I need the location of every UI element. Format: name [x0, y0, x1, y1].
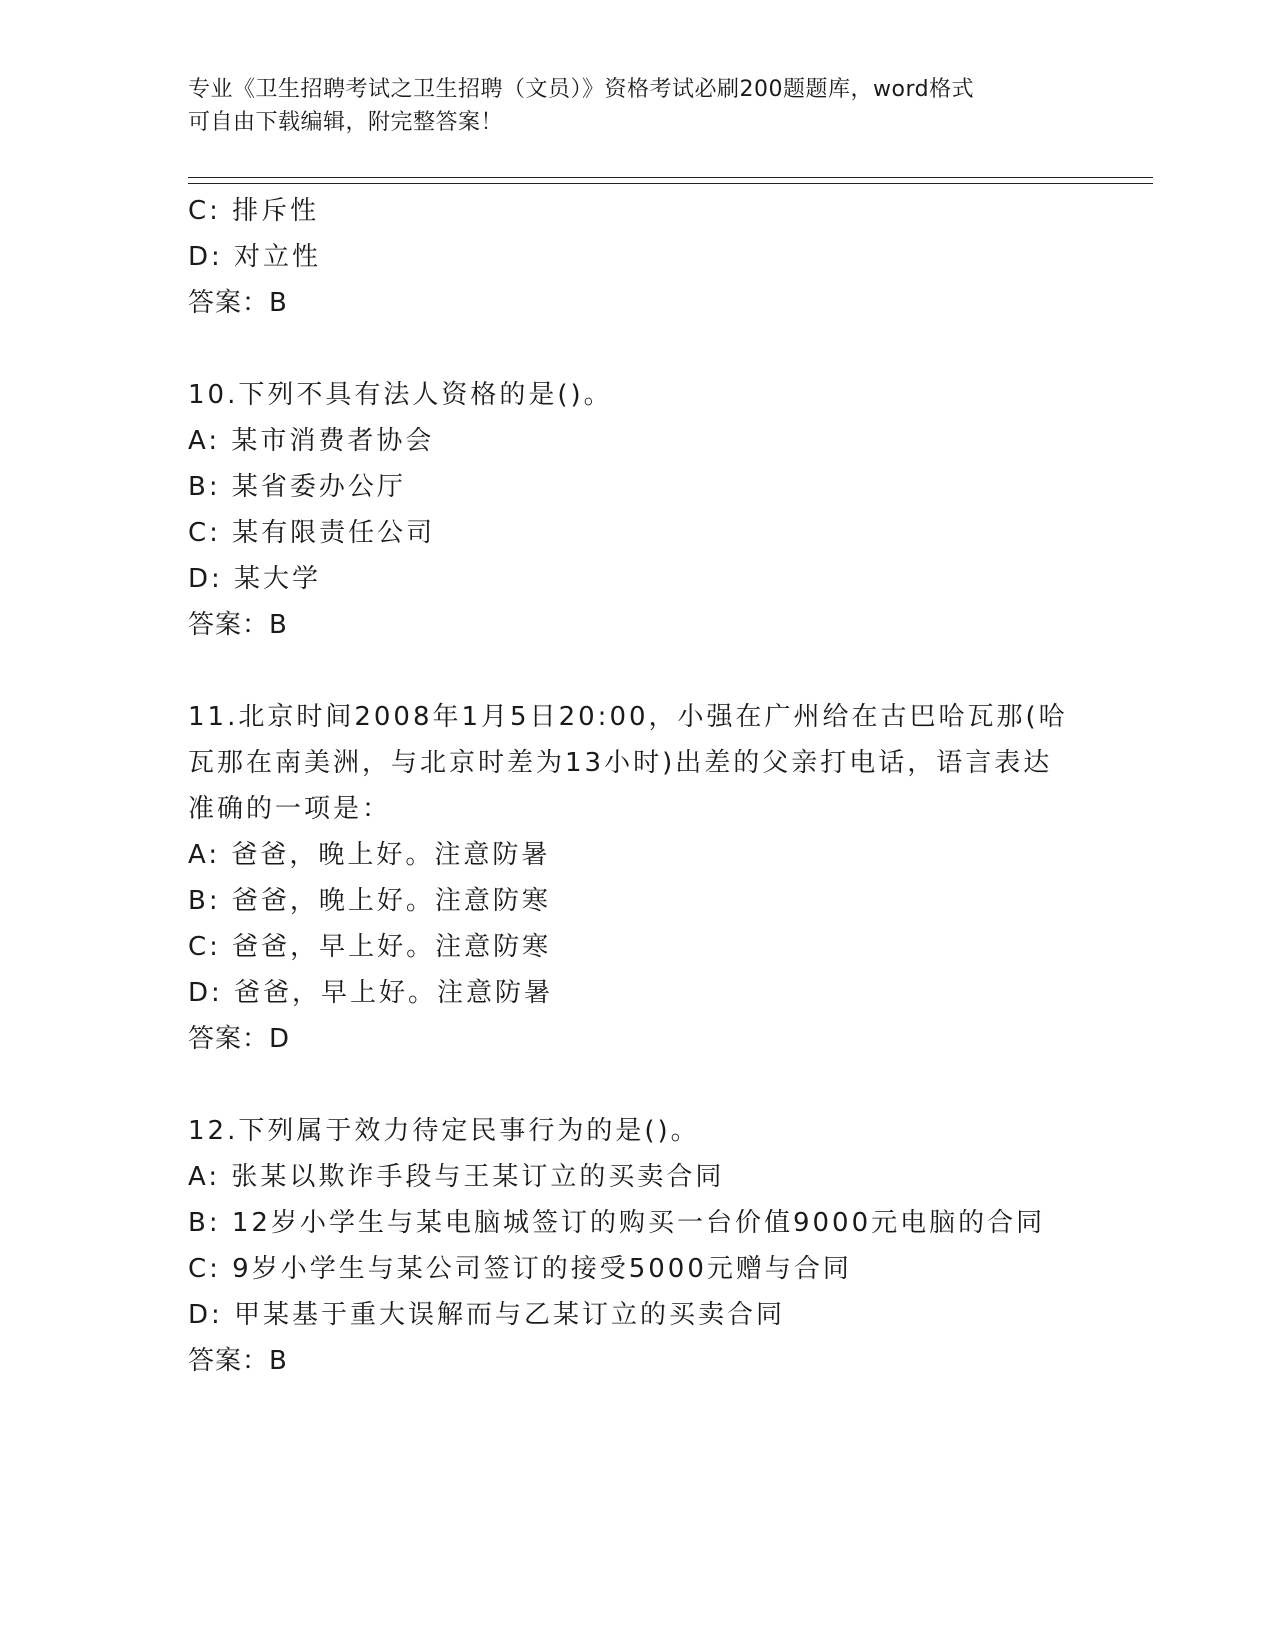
- option-c: C: 爸爸，早上好。注意防寒: [188, 932, 552, 962]
- option-b: B: 12岁小学生与某电脑城签订的购买一台价值9000元电脑的合同: [188, 1208, 1046, 1238]
- header-divider-top: [188, 177, 1153, 178]
- answer: 答案：B: [188, 288, 288, 318]
- option-a: A: 某市消费者协会: [188, 426, 435, 456]
- option-a: A: 张某以欺诈手段与王某订立的买卖合同: [188, 1162, 725, 1192]
- question-stem-line-1: 11.北京时间2008年1月5日20:00，小强在广州给在古巴哈瓦那(哈: [188, 702, 1068, 732]
- option-b: B: 某省委办公厅: [188, 472, 406, 502]
- header-line-2: 可自由下载编辑，附完整答案！: [188, 110, 504, 135]
- spacer: [188, 648, 1088, 694]
- option-d: D: 爸爸，早上好。注意防暑: [188, 978, 554, 1008]
- option-d: D: 甲某基于重大误解而与乙某订立的买卖合同: [188, 1300, 786, 1330]
- question-block-12: [188, 1108, 1088, 1384]
- question-list: [188, 188, 1088, 1384]
- option-d: D: 对立性: [188, 242, 322, 272]
- question-stem: 12.下列属于效力待定民事行为的是()。: [188, 1116, 700, 1146]
- option-d: D: 某大学: [188, 564, 322, 594]
- page-header: [188, 73, 1068, 139]
- spacer: [188, 326, 1088, 372]
- option-c: C: 某有限责任公司: [188, 518, 436, 548]
- option-c: C: 9岁小学生与某公司签订的接受5000元赠与合同: [188, 1254, 852, 1284]
- spacer: [188, 1062, 1088, 1108]
- question-block-10: [188, 372, 1088, 648]
- option-b: B: 爸爸，晚上好。注意防寒: [188, 886, 551, 916]
- question-block-prev: [188, 188, 1088, 326]
- answer: 答案：B: [188, 610, 288, 640]
- question-stem: 10.下列不具有法人资格的是()。: [188, 380, 613, 410]
- answer: 答案：D: [188, 1024, 291, 1054]
- question-stem-line-2: 瓦那在南美洲，与北京时差为13小时)出差的父亲打电话，语言表达: [188, 748, 1053, 778]
- answer: 答案：B: [188, 1346, 288, 1376]
- option-c: C: 排斥性: [188, 196, 320, 226]
- header-line-1: 专业《卫生招聘考试之卫生招聘（文员）》资格考试必刷200题题库，word格式: [188, 77, 975, 102]
- question-block-11: [188, 694, 1088, 1062]
- option-a: A: 爸爸，晚上好。注意防暑: [188, 840, 551, 870]
- header-divider-bottom: [188, 183, 1153, 184]
- question-stem-line-3: 准确的一项是：: [188, 794, 392, 824]
